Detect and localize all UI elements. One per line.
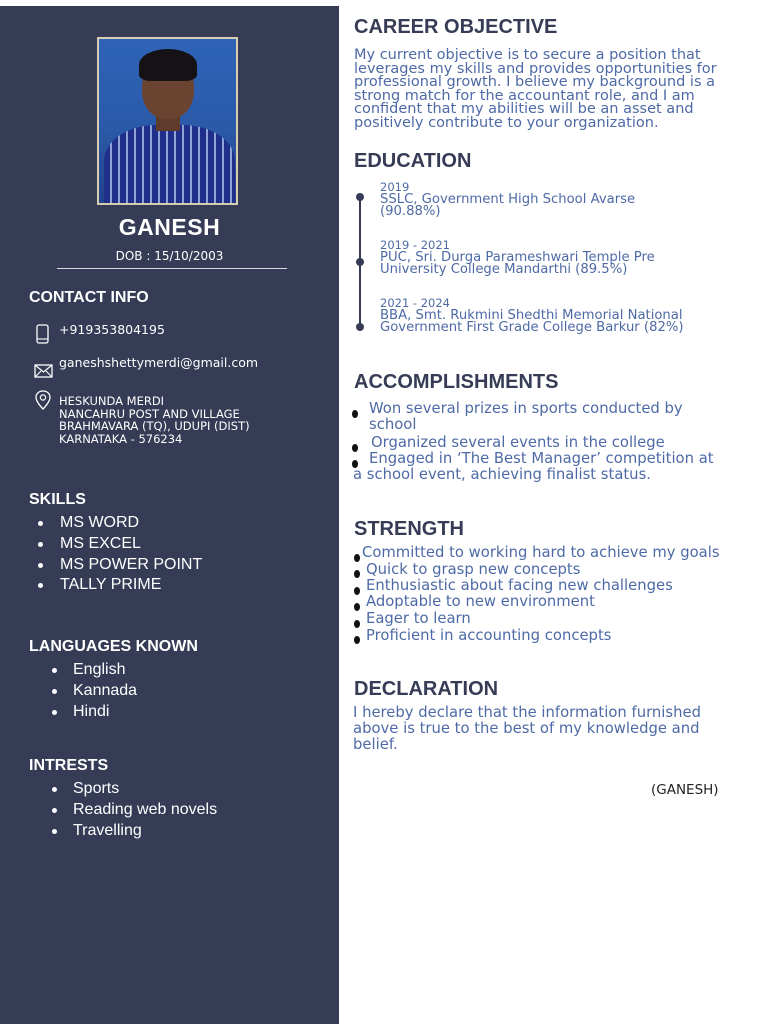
contact-heading: CONTACT INFO	[29, 289, 149, 306]
list-item: MS WORD	[60, 513, 202, 534]
languages-list	[73, 660, 137, 722]
bullet-icon	[38, 583, 43, 588]
bullet-icon	[354, 620, 360, 628]
list-item: TALLY PRIME	[60, 575, 202, 596]
education-year: 2019 - 2021	[380, 238, 450, 252]
objective-line: positively contribute to your organization.	[354, 114, 659, 131]
objective-line: confident that my abilities will be an asset and	[354, 101, 694, 117]
address-line: BRAHMAVARA (TQ), UDUPI (DIST)	[59, 419, 250, 433]
education-year: 2021 - 2024	[380, 296, 450, 310]
declaration-line: above is true to the best of my knowledge and	[353, 720, 700, 738]
accomplishment-line: a school event, achieving finalist status.	[353, 466, 651, 483]
accomplishments-heading: ACCOMPLISHMENTS	[354, 371, 559, 393]
phone-number[interactable]: +919353804195	[59, 322, 165, 337]
bullet-icon	[38, 563, 43, 568]
strength-item: Committed to working hard to achieve my goals	[362, 544, 720, 561]
timeline-dot-icon	[356, 193, 364, 201]
interests-heading: INTRESTS	[29, 757, 109, 774]
list-item: Hindi	[73, 702, 137, 723]
education-item	[380, 239, 655, 275]
strength-item: Quick to grasp new concepts	[366, 561, 581, 578]
languages-heading: LANGUAGES KNOWN	[29, 638, 198, 655]
signature: (GANESH)	[651, 782, 719, 798]
bullet-icon	[354, 554, 360, 562]
address-block	[59, 395, 250, 445]
education-year: 2019	[380, 180, 410, 194]
education-detail: University College Mandarthi (89.5%)	[380, 261, 628, 277]
education-detail: PUC, Sri. Durga Parameshwari Temple Pre	[380, 250, 655, 265]
accomplishment-line: Won several prizes in sports conducted by	[369, 400, 683, 417]
education-detail: (90.88%)	[380, 203, 441, 219]
bullet-icon	[52, 808, 57, 813]
declaration-heading: DECLARATION	[354, 678, 499, 700]
bullet-icon	[52, 689, 57, 694]
accomplishment-line: Organized several events in the college	[371, 434, 665, 451]
location-pin-icon	[33, 389, 53, 411]
education-detail: SSLC, Government High School Avarse	[380, 192, 636, 207]
email-icon	[33, 361, 53, 383]
strength-heading: STRENGTH	[354, 518, 464, 540]
skills-list	[60, 513, 202, 596]
bullet-icon	[354, 636, 360, 644]
list-item: MS EXCEL	[60, 534, 202, 555]
accomplishment-line: Engaged in ‘The Best Manager’ competition at	[369, 450, 714, 467]
declaration-line: I hereby declare that the information furnished	[353, 704, 701, 721]
strength-item: Enthusiastic about facing new challenges	[366, 577, 673, 594]
education-item	[380, 181, 635, 217]
skills-heading: SKILLS	[29, 491, 86, 508]
list-item: Sports	[73, 779, 217, 800]
profile-dob: DOB : 15/10/2003	[115, 249, 224, 263]
sidebar	[0, 6, 339, 1024]
list-item: English	[73, 660, 137, 681]
bullet-icon	[354, 603, 360, 611]
declaration-line: belief.	[353, 736, 398, 754]
career-objective-text	[354, 49, 717, 130]
list-item: Kannada	[73, 681, 137, 702]
list-item: Travelling	[73, 821, 217, 842]
bullet-icon	[52, 668, 57, 673]
timeline-dot-icon	[356, 323, 364, 331]
accomplishment-line: school	[369, 416, 417, 433]
timeline-dot-icon	[356, 258, 364, 266]
strength-item: Adoptable to new environment	[366, 593, 595, 610]
strength-item: Proficient in accounting concepts	[366, 627, 612, 644]
bullet-icon	[52, 829, 57, 834]
bullet-icon	[52, 710, 57, 715]
address-line: NANCAHRU POST AND VILLAGE	[59, 406, 240, 421]
objective-line: My current objective is to secure a position that	[354, 47, 701, 63]
bullet-icon	[38, 521, 43, 526]
education-detail: BBA, Smt. Rukmini Shedthi Memorial National	[380, 308, 683, 323]
objective-line: strong match for the accountant role, and I am	[354, 87, 695, 104]
strength-item: Eager to learn	[366, 610, 471, 627]
education-item	[380, 297, 684, 333]
declaration-text	[353, 705, 701, 754]
email-address[interactable]: ganeshshettymerdi@gmail.com	[59, 355, 259, 370]
phone-icon	[33, 323, 53, 345]
interests-list	[73, 779, 217, 841]
list-item: Reading web novels	[73, 800, 217, 821]
profile-photo	[97, 37, 238, 205]
bullet-icon	[52, 787, 57, 792]
bullet-icon	[352, 444, 358, 452]
objective-line: professional growth. I believe my background is a	[354, 74, 715, 90]
list-item: MS POWER POINT	[60, 555, 202, 576]
education-detail: Government First Grade College Barkur (82%)	[380, 319, 684, 335]
bullet-icon	[354, 587, 360, 595]
bullet-icon	[354, 570, 360, 578]
bullet-icon	[352, 410, 358, 418]
career-objective-heading: CAREER OBJECTIVE	[354, 16, 558, 38]
profile-name: GANESH	[118, 214, 221, 240]
education-heading: EDUCATION	[354, 150, 472, 172]
objective-line: leverages my skills and provides opportunities for	[354, 60, 717, 77]
address-line: KARNATAKA - 576234	[59, 431, 183, 446]
bullet-icon	[38, 542, 43, 547]
address-line: HESKUNDA MERDI	[59, 394, 165, 408]
divider	[57, 268, 287, 269]
